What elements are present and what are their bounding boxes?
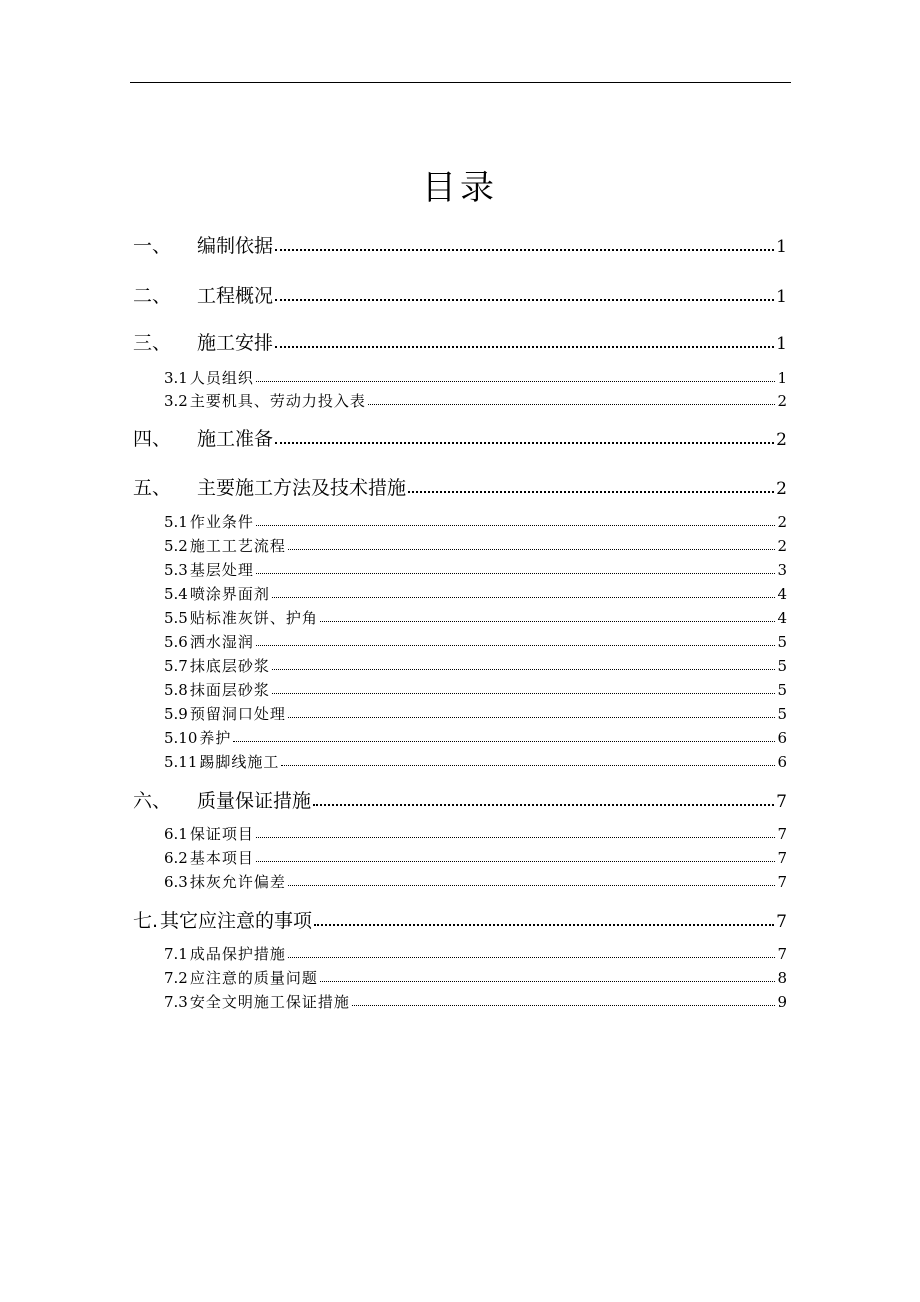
toc-entry-label: 施工准备 bbox=[197, 428, 274, 450]
toc-entry-label: 人员组织 bbox=[189, 369, 254, 387]
toc-entry-label: 保证项目 bbox=[189, 825, 254, 843]
toc-entry-label: 抹面层砂浆 bbox=[189, 681, 270, 699]
toc-entry-number: 5.7 bbox=[164, 657, 188, 675]
toc-entry-number: 5.11 bbox=[164, 753, 198, 771]
toc-leader bbox=[313, 788, 774, 807]
toc-entry-page: 8 bbox=[777, 969, 787, 987]
toc-entry-number: 6.1 bbox=[164, 825, 188, 843]
toc-entry-label: 作业条件 bbox=[189, 513, 254, 531]
toc-leader bbox=[320, 968, 776, 983]
toc-leader bbox=[256, 560, 776, 575]
toc-leader bbox=[275, 426, 774, 445]
toc-entry-label: 抹灰允许偏差 bbox=[189, 873, 286, 891]
toc-entry-number: 5.2 bbox=[164, 537, 188, 555]
toc-entry-label: 踢脚线施工 bbox=[199, 753, 280, 771]
toc-entry-number: 5.6 bbox=[164, 633, 188, 651]
toc-subentry[interactable] bbox=[164, 631, 787, 652]
toc-subentry[interactable] bbox=[164, 823, 787, 844]
toc-entry-label: 质量保证措施 bbox=[197, 790, 312, 812]
toc-entry-page: 1 bbox=[776, 237, 787, 257]
toc-entry-label: 洒水湿润 bbox=[189, 633, 254, 651]
toc-entry-label: 应注意的质量问题 bbox=[189, 969, 318, 987]
toc-subentry[interactable] bbox=[164, 871, 787, 892]
toc-entry-label: 主要机具、劳动力投入表 bbox=[189, 392, 366, 410]
toc-entry-label: 预留洞口处理 bbox=[189, 705, 286, 723]
toc-entry-label: 喷涂界面剂 bbox=[189, 585, 270, 603]
toc-entry-page: 5 bbox=[777, 657, 787, 675]
toc-entry-label: 工程概况 bbox=[197, 285, 274, 307]
toc-leader bbox=[275, 330, 774, 349]
toc-leader bbox=[256, 632, 776, 647]
toc-subentry[interactable] bbox=[164, 847, 787, 868]
toc-entry[interactable] bbox=[133, 281, 787, 308]
page-title: 目录 bbox=[422, 168, 498, 208]
toc-entry-page: 7 bbox=[776, 792, 787, 812]
toc-entry-page: 1 bbox=[777, 369, 787, 387]
toc-leader bbox=[288, 872, 776, 887]
toc-subentry[interactable] bbox=[164, 967, 787, 988]
toc-entry-page: 5 bbox=[777, 705, 787, 723]
toc-entry[interactable] bbox=[133, 906, 787, 933]
toc-entry[interactable] bbox=[133, 786, 787, 813]
toc-entry-label: 主要施工方法及技术措施 bbox=[197, 477, 407, 499]
toc-leader bbox=[256, 368, 776, 383]
toc-subentry[interactable] bbox=[164, 511, 787, 532]
toc-entry-label: 基层处理 bbox=[189, 561, 254, 579]
toc-entry-label: 成品保护措施 bbox=[189, 945, 286, 963]
toc-leader bbox=[275, 283, 774, 302]
toc-entry-number: 6.2 bbox=[164, 849, 188, 867]
toc-subentry[interactable] bbox=[164, 390, 787, 411]
toc-entry-label: 施工工艺流程 bbox=[189, 537, 286, 555]
toc-entry-label: 编制依据 bbox=[197, 235, 274, 257]
toc-leader bbox=[408, 475, 774, 494]
toc-entry-page: 3 bbox=[777, 561, 787, 579]
toc-subentry[interactable] bbox=[164, 943, 787, 964]
toc-leader bbox=[288, 944, 776, 959]
toc-subentry[interactable] bbox=[164, 607, 787, 628]
toc-entry-number: 一、 bbox=[133, 235, 172, 257]
toc-entry-number: 5.3 bbox=[164, 561, 188, 579]
toc-leader bbox=[256, 824, 776, 839]
toc-entry-number: 7.2 bbox=[164, 969, 188, 987]
toc-entry-page: 9 bbox=[777, 993, 787, 1011]
toc-entry-page: 6 bbox=[777, 729, 787, 747]
toc-entry-number: 六、 bbox=[133, 790, 172, 812]
toc-entry-page: 6 bbox=[777, 753, 787, 771]
toc-entry-number: 7.3 bbox=[164, 993, 188, 1011]
toc-subentry[interactable] bbox=[164, 703, 787, 724]
toc-entry[interactable] bbox=[133, 424, 787, 451]
toc-entry-page: 2 bbox=[777, 513, 787, 531]
toc-entry-page: 1 bbox=[776, 287, 787, 307]
toc-entry-page: 7 bbox=[777, 825, 787, 843]
toc-subentry[interactable] bbox=[164, 535, 787, 556]
toc-subentry[interactable] bbox=[164, 679, 787, 700]
toc-entry-number: 5.8 bbox=[164, 681, 188, 699]
toc-leader bbox=[256, 512, 776, 527]
toc-entry-number: 5.4 bbox=[164, 585, 188, 603]
toc-leader bbox=[272, 680, 776, 695]
toc-entry-label: 抹底层砂浆 bbox=[189, 657, 270, 675]
toc-entry[interactable] bbox=[133, 231, 787, 258]
toc-subentry[interactable] bbox=[164, 655, 787, 676]
toc-leader bbox=[272, 584, 776, 599]
toc-entry-page: 4 bbox=[777, 585, 787, 603]
toc-leader bbox=[281, 752, 775, 767]
toc-entry-number: 五、 bbox=[133, 477, 172, 499]
toc-entry-number: 5.5 bbox=[164, 609, 188, 627]
toc-entry-page: 7 bbox=[777, 849, 787, 867]
toc-entry-label: 基本项目 bbox=[189, 849, 254, 867]
toc-entry-page: 2 bbox=[777, 537, 787, 555]
toc-leader bbox=[320, 608, 776, 623]
toc-entry-page: 1 bbox=[776, 334, 787, 354]
toc-leader bbox=[233, 728, 775, 743]
toc-entry-label: 养护 bbox=[199, 729, 232, 747]
toc-entry-number: 3.2 bbox=[164, 392, 188, 410]
toc-entry-page: 7 bbox=[776, 912, 787, 932]
toc-leader bbox=[288, 704, 776, 719]
toc-subentry[interactable] bbox=[164, 751, 787, 772]
toc-entry-number: 5.10 bbox=[164, 729, 198, 747]
toc-entry-page: 7 bbox=[777, 945, 787, 963]
toc-leader bbox=[314, 908, 774, 927]
toc-entry-page: 2 bbox=[777, 392, 787, 410]
toc-subentry[interactable] bbox=[164, 991, 787, 1012]
toc-entry[interactable] bbox=[133, 473, 787, 500]
toc-subentry[interactable] bbox=[164, 559, 787, 580]
toc-entry-page: 4 bbox=[777, 609, 787, 627]
toc-entry-number: 二、 bbox=[133, 285, 172, 307]
toc-entry-page: 2 bbox=[776, 479, 787, 499]
toc-entry-page: 5 bbox=[777, 633, 787, 651]
toc-leader bbox=[272, 656, 776, 671]
toc-leader bbox=[256, 848, 776, 863]
toc-entry-number: 3.1 bbox=[164, 369, 188, 387]
toc-entry-number: 5.9 bbox=[164, 705, 188, 723]
toc-entry-label: 贴标准灰饼、护角 bbox=[189, 609, 318, 627]
toc-leader bbox=[275, 233, 774, 252]
toc-entry[interactable] bbox=[133, 328, 787, 355]
toc-entry-label: 其它应注意的事项 bbox=[160, 910, 313, 932]
toc-entry-label: 施工安排 bbox=[197, 332, 274, 354]
toc-entry-number: 6.3 bbox=[164, 873, 188, 891]
toc-leader bbox=[368, 391, 776, 406]
toc-leader bbox=[352, 992, 776, 1007]
toc-leader bbox=[288, 536, 776, 551]
toc-entry-page: 5 bbox=[777, 681, 787, 699]
toc-subentry[interactable] bbox=[164, 727, 787, 748]
toc-entry-number: 三、 bbox=[133, 332, 172, 354]
toc-entry-number: 七. bbox=[133, 910, 159, 932]
toc-subentry[interactable] bbox=[164, 367, 787, 388]
toc-subentry[interactable] bbox=[164, 583, 787, 604]
toc-entry-label: 安全文明施工保证措施 bbox=[189, 993, 350, 1011]
toc-entry-number: 5.1 bbox=[164, 513, 188, 531]
toc-entry-page: 7 bbox=[777, 873, 787, 891]
toc-entry-number: 四、 bbox=[133, 428, 172, 450]
toc-entry-page: 2 bbox=[776, 430, 787, 450]
toc-entry-number: 7.1 bbox=[164, 945, 188, 963]
